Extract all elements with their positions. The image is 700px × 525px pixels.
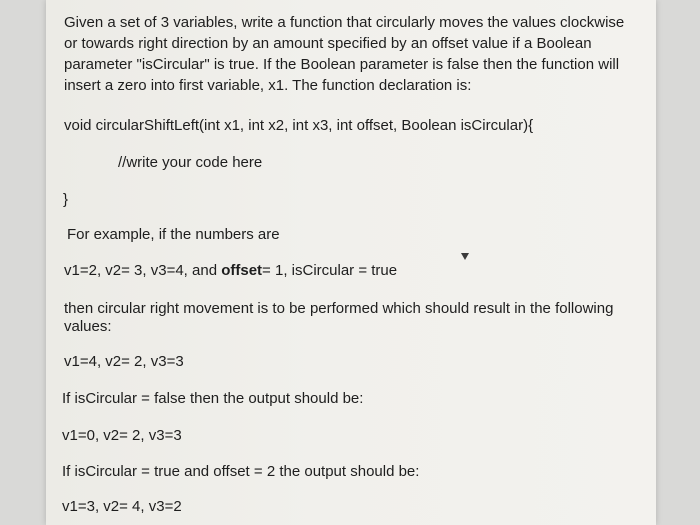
example-intro: For example, if the numbers are xyxy=(67,226,280,243)
problem-line-3: parameter "isCircular" is true. If the Boolean parameter is false then the function will xyxy=(64,56,620,73)
result-three: v1=3, v2= 4, v3=2 xyxy=(62,498,182,515)
false-case: If isCircular = false then the output should be: xyxy=(62,390,364,407)
result-one: v1=4, v2= 2, v3=3 xyxy=(64,353,184,370)
closing-brace: } xyxy=(63,191,69,208)
problem-line-2: or towards right direction by an amount specified by an offset value if a Boolean xyxy=(64,35,592,52)
mouse-cursor-icon xyxy=(461,253,469,260)
problem-line-1: Given a set of 3 variables, write a function that circularly moves the values clockwise xyxy=(64,14,625,31)
movement-line-2: values: xyxy=(64,318,112,335)
example-values-prefix: v1=2, v2= 3, v3=4, and xyxy=(64,262,222,279)
function-declaration: void circularShiftLeft(int x1, int x2, int x3, int offset, Boolean isCircular){ xyxy=(64,117,534,134)
example-values-suffix: = 1, isCircular = true xyxy=(262,262,398,279)
result-two: v1=0, v2= 2, v3=3 xyxy=(62,427,182,444)
example-values xyxy=(64,261,397,281)
movement-line-1: then circular right movement is to be performed which should result in the following xyxy=(64,300,614,317)
offset-label: offset xyxy=(221,262,263,279)
code-comment: //write your code here xyxy=(118,154,263,171)
problem-statement xyxy=(64,12,636,96)
problem-line-4: insert a zero into first variable, x1. The function declaration is: xyxy=(64,77,472,94)
offset-two-case: If isCircular = true and offset = 2 the output should be: xyxy=(62,463,420,480)
